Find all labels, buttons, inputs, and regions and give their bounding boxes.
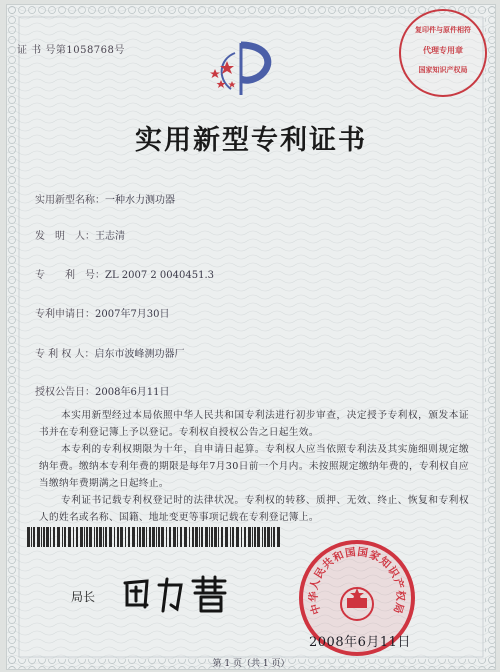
barcode-bar <box>80 527 83 547</box>
barcode-bar <box>43 527 45 547</box>
barcode-bar <box>264 527 266 547</box>
field-grant-date <box>35 383 170 398</box>
agency-seal-line1: 复印件与原件相符 <box>415 25 471 34</box>
barcode-bar <box>99 527 102 547</box>
barcode-bar <box>68 527 71 547</box>
director-signature <box>117 571 237 615</box>
barcode-bar <box>31 527 32 547</box>
field-patent-number <box>35 266 214 281</box>
barcode-bar <box>142 527 145 547</box>
barcode-bar <box>109 527 112 547</box>
barcode-bar <box>105 527 107 547</box>
barcode-bar <box>271 527 272 547</box>
barcode-bar <box>139 527 141 547</box>
barcode-bar <box>33 527 35 547</box>
paragraph-grant: 本实用新型经过本局依照中华人民共和国专利法进行初步审查，决定授予专利权，颁发本证书并在专利登记簿上予以登记。专利权自授权公告之日起生效。 <box>39 410 469 438</box>
paragraph-legal-status: 专利证书记载专利权登记时的法律状况。专利权的转移、质押、无效、终止、恢复和专利权人的姓名或名称、国籍、地址变更等事项记载在专利登记簿上。 <box>39 495 469 523</box>
barcode-bar <box>199 527 200 547</box>
field-utility-model-name <box>35 191 175 206</box>
director-title: 局长 <box>71 590 96 604</box>
barcode-bar <box>27 527 30 547</box>
barcode-bar <box>146 527 147 547</box>
barcode-bar <box>214 527 217 547</box>
barcode-bar <box>53 527 55 547</box>
field-label: 授权公告日： <box>35 387 95 398</box>
barcode-bar <box>189 527 190 547</box>
page-footer: 第 1 页（共 1 页） <box>212 659 290 669</box>
barcode-bar <box>169 527 171 547</box>
barcode-bar <box>149 527 151 547</box>
barcode-bar <box>84 527 85 547</box>
barcode-bar <box>76 527 78 547</box>
barcode-bar <box>230 527 231 547</box>
barcode-bar <box>254 527 256 547</box>
barcode-bar <box>262 527 263 547</box>
field-label: 专利申请日： <box>35 309 95 320</box>
barcode-bar <box>177 527 178 547</box>
barcode-bar <box>125 527 126 547</box>
barcode-bar <box>64 527 66 547</box>
field-label: 专 利 权 人： <box>35 349 95 360</box>
barcode-bar <box>57 527 60 547</box>
barcode-bar <box>73 527 74 547</box>
field-filing-date <box>35 305 170 320</box>
barcode-bar <box>37 527 40 547</box>
barcode-bar <box>86 527 88 547</box>
barcode-bar <box>137 527 138 547</box>
barcode-bar <box>257 527 260 547</box>
field-value: 启东市波峰测功器厂 <box>94 349 185 360</box>
field-value: 一种水力测功器 <box>105 195 175 206</box>
barcode-bar <box>158 527 160 547</box>
barcode-bar <box>218 527 219 547</box>
barcode-bar <box>96 527 98 547</box>
barcode-bar <box>180 527 182 547</box>
barcode-bar <box>128 527 130 547</box>
barcode-bar <box>41 527 42 547</box>
barcode-bar <box>184 527 187 547</box>
field-value: 2007年7月30日 <box>95 309 170 320</box>
agency-seal-line2: 代理专用章 <box>423 45 463 55</box>
barcode-bar <box>221 527 223 547</box>
barcode-bar <box>117 527 119 547</box>
barcode-bar <box>225 527 228 547</box>
barcode-bar <box>173 527 176 547</box>
agency-seal <box>399 9 487 97</box>
barcode-bar <box>120 527 123 547</box>
field-label: 发 明 人： <box>35 231 95 242</box>
barcode-bar <box>201 527 203 547</box>
barcode-bar <box>192 527 194 547</box>
barcode-bar <box>89 527 92 547</box>
seal-date: 2008年6月11日 <box>309 635 411 650</box>
patent-certificate <box>6 4 496 670</box>
barcode-bar <box>205 527 208 547</box>
guilloche-background <box>7 5 495 669</box>
barcode-bar <box>252 527 253 547</box>
certificate-number: 证 书 号第1058768号 <box>17 45 125 56</box>
barcode-bar <box>209 527 210 547</box>
barcode-bar <box>152 527 155 547</box>
barcode-bar <box>236 527 239 547</box>
field-inventor <box>35 227 125 242</box>
barcode-bar <box>241 527 242 547</box>
barcode-bar <box>277 527 280 547</box>
barcode-bar <box>248 527 251 547</box>
barcode-bar <box>195 527 198 547</box>
barcode-bar <box>94 527 95 547</box>
barcode-icon <box>27 527 283 547</box>
barcode-bar <box>244 527 246 547</box>
field-patentee <box>35 345 185 360</box>
barcode-bar <box>232 527 234 547</box>
barcode-bar <box>156 527 157 547</box>
barcode-bar <box>50 527 51 547</box>
barcode-bar <box>211 527 213 547</box>
barcode-bar <box>161 527 164 547</box>
barcode-bar <box>267 527 270 547</box>
page-title: 实用新型专利证书 <box>135 125 367 156</box>
field-value: 2008年6月11日 <box>95 387 170 398</box>
barcode-bar <box>46 527 49 547</box>
paragraph-term: 本专利的专利权期限为十年，自申请日起算。专利权人应当依照专利法及其实施细则规定缴纳年费。缴纳本专利年费的期限是每年7月30日前一个月内。未按照规定缴纳年费的，专利权自应当缴纳年费期满之日起终止。 <box>39 444 469 489</box>
field-label: 实用新型名称： <box>35 195 105 206</box>
barcode-bar <box>273 527 275 547</box>
field-label: 专 利 号： <box>35 270 105 281</box>
barcode-bar <box>114 527 115 547</box>
svg-text:中华人民共和国国家知识产权局: 中华人民共和国国家知识产权局 <box>307 546 407 616</box>
field-value: ZL 2007 2 0040451.3 <box>105 270 215 281</box>
barcode-bar <box>103 527 104 547</box>
sipo-logo-icon <box>205 39 279 99</box>
barcode-bar <box>166 527 167 547</box>
agency-seal-line3: 国家知识产权局 <box>418 65 468 74</box>
field-value: 王志清 <box>95 231 125 242</box>
barcode-bar <box>62 527 63 547</box>
barcode-bar <box>132 527 135 547</box>
